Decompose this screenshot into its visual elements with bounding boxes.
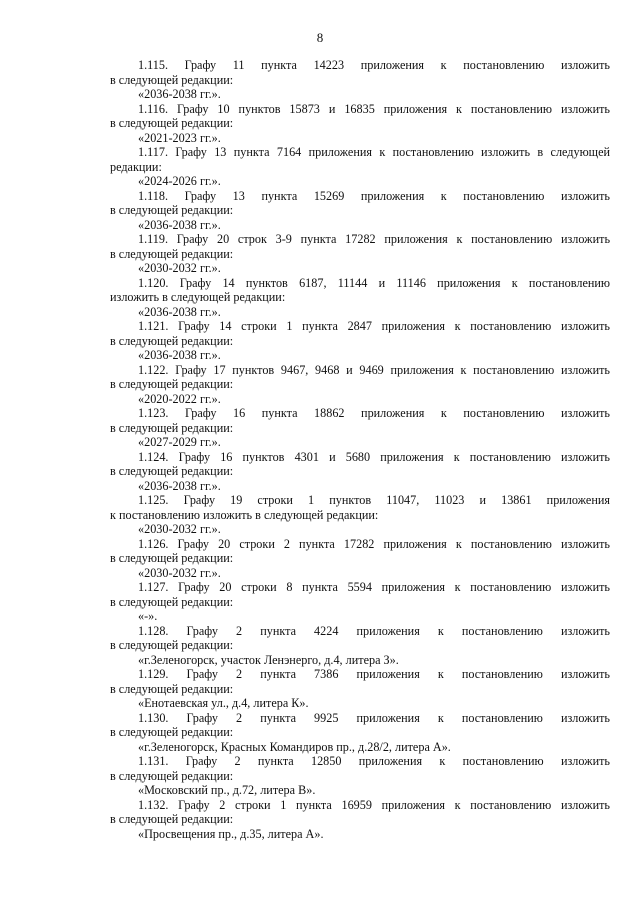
- amendment-value: «2036-2038 гг.».: [138, 348, 221, 362]
- amendment-value: «2027-2029 гг.».: [138, 435, 221, 449]
- amendment-text-continued: в следующей редакции:: [110, 333, 234, 348]
- amendment-text: 1.118. Графу 13 пункта 15269 приложения к постановлению изложить: [138, 188, 610, 203]
- amendment-item: [110, 537, 610, 581]
- amendment-value: «г.Зеленогорск, Красных Командиров пр., д.28/2, литера А».: [138, 739, 451, 754]
- amendment-text: 1.125. Графу 19 строки 1 пунктов 11047, 11023 и 13861 приложения: [138, 493, 610, 507]
- amendment-text: 1.132. Графу 2 строки 1 пункта 16959 приложения к постановлению изложить: [138, 797, 610, 812]
- amendment-value: «Просвещения пр., д.35, литера А».: [138, 826, 324, 841]
- amendment-value: «Московский пр., д.72, литера В».: [138, 783, 316, 797]
- amendment-item: [110, 145, 610, 189]
- amendment-text: 1.121. Графу 14 строки 1 пункта 2847 приложения к постановлению изложить: [138, 319, 610, 333]
- amendment-item: [110, 276, 610, 320]
- amendment-value: «2036-2038 гг.».: [138, 304, 221, 319]
- amendment-item: [110, 319, 610, 363]
- amendment-text: 1.127. Графу 20 строки 8 пункта 5594 приложения к постановлению изложить: [138, 580, 610, 594]
- amendment-item: [110, 102, 610, 146]
- amendment-text-continued: в следующей редакции:: [110, 377, 234, 391]
- amendment-value: «2036-2038 гг.».: [138, 217, 221, 232]
- amendment-item: [110, 189, 610, 233]
- amendment-text-continued: в следующей редакции:: [110, 812, 234, 826]
- amendment-text: 1.116. Графу 10 пунктов 15873 и 16835 приложения к постановлению изложить: [138, 101, 610, 116]
- page-number: 8: [316, 30, 324, 45]
- amendment-text-continued: изложить в следующей редакции:: [110, 290, 286, 304]
- amendment-text: 1.117. Графу 13 пункта 7164 приложения к постановлению изложить в следующей: [138, 145, 610, 159]
- amendment-text-continued: в следующей редакции:: [110, 72, 234, 87]
- amendment-value: «2036-2038 гг.».: [138, 478, 221, 493]
- amendments-list: [110, 58, 610, 841]
- amendment-value: «2030-2032 гг.».: [138, 522, 221, 536]
- amendment-text: 1.119. Графу 20 строк 3-9 пункта 17282 приложения к постановлению изложить: [138, 232, 610, 246]
- amendment-text: 1.123. Графу 16 пункта 18862 приложения к постановлению изложить: [138, 406, 610, 420]
- amendment-text: 1.124. Графу 16 пунктов 4301 и 5680 приложения к постановлению изложить: [138, 449, 610, 464]
- amendment-item: [110, 754, 610, 798]
- amendment-item: [110, 232, 610, 276]
- amendment-text: 1.120. Графу 14 пунктов 6187, 11144 и 11146 приложения к постановлению: [138, 275, 610, 290]
- amendment-item: [110, 493, 610, 537]
- amendment-text-continued: в следующей редакции:: [110, 116, 234, 130]
- amendment-text: 1.115. Графу 11 пункта 14223 приложения к постановлению изложить: [138, 58, 610, 72]
- amendment-text: 1.122. Графу 17 пунктов 9467, 9468 и 9469 приложения к постановлению изложить: [138, 362, 610, 377]
- amendment-value: «Енотаевская ул., д.4, литера К».: [138, 696, 309, 710]
- amendment-text: 1.129. Графу 2 пункта 7386 приложения к постановлению изложить: [138, 667, 610, 681]
- amendment-text: 1.131. Графу 2 пункта 12850 приложения к постановлению изложить: [138, 754, 610, 768]
- amendment-value: «2021-2023 гг.».: [138, 130, 221, 145]
- amendment-text-continued: в следующей редакции:: [110, 246, 234, 261]
- amendment-value: «2030-2032 гг.».: [138, 261, 221, 275]
- amendment-item: [110, 406, 610, 450]
- amendment-text-continued: в следующей редакции:: [110, 551, 234, 565]
- amendment-text-continued: в следующей редакции:: [110, 681, 234, 696]
- amendment-value: «2020-2022 гг.».: [138, 391, 221, 406]
- amendment-item: [110, 580, 610, 624]
- amendment-text-continued: в следующей редакции:: [110, 594, 234, 609]
- amendment-item: [110, 58, 610, 102]
- amendment-text-continued: в следующей редакции:: [110, 203, 234, 217]
- amendment-text-continued: к постановлению изложить в следующей редакции:: [110, 507, 379, 522]
- amendment-item: [110, 711, 610, 755]
- amendment-text-continued: в следующей редакции:: [110, 638, 234, 652]
- amendment-text: 1.128. Графу 2 пункта 4224 приложения к постановлению изложить: [138, 623, 610, 638]
- amendment-text-continued: в следующей редакции:: [110, 420, 234, 435]
- amendment-text-continued: в следующей редакции:: [110, 768, 234, 783]
- amendment-text-continued: редакции:: [110, 159, 162, 174]
- amendment-value: «2030-2032 гг.».: [138, 565, 221, 580]
- amendment-value: «2024-2026 гг.».: [138, 174, 221, 188]
- amendment-text-continued: в следующей редакции:: [110, 725, 234, 739]
- amendment-text: 1.126. Графу 20 строки 2 пункта 17282 приложения к постановлению изложить: [138, 536, 610, 551]
- amendment-text: 1.130. Графу 2 пункта 9925 приложения к постановлению изложить: [138, 710, 610, 725]
- amendment-text-continued: в следующей редакции:: [110, 464, 234, 478]
- amendment-value: «-».: [138, 609, 158, 623]
- amendment-item: [110, 667, 610, 711]
- amendment-value: «2036-2038 гг.».: [138, 87, 221, 101]
- amendment-item: [110, 363, 610, 407]
- amendment-item: [110, 450, 610, 494]
- amendment-item: [110, 798, 610, 842]
- amendment-item: [110, 624, 610, 668]
- amendment-value: «г.Зеленогорск, участок Ленэнерго, д.4, литера З».: [138, 652, 399, 667]
